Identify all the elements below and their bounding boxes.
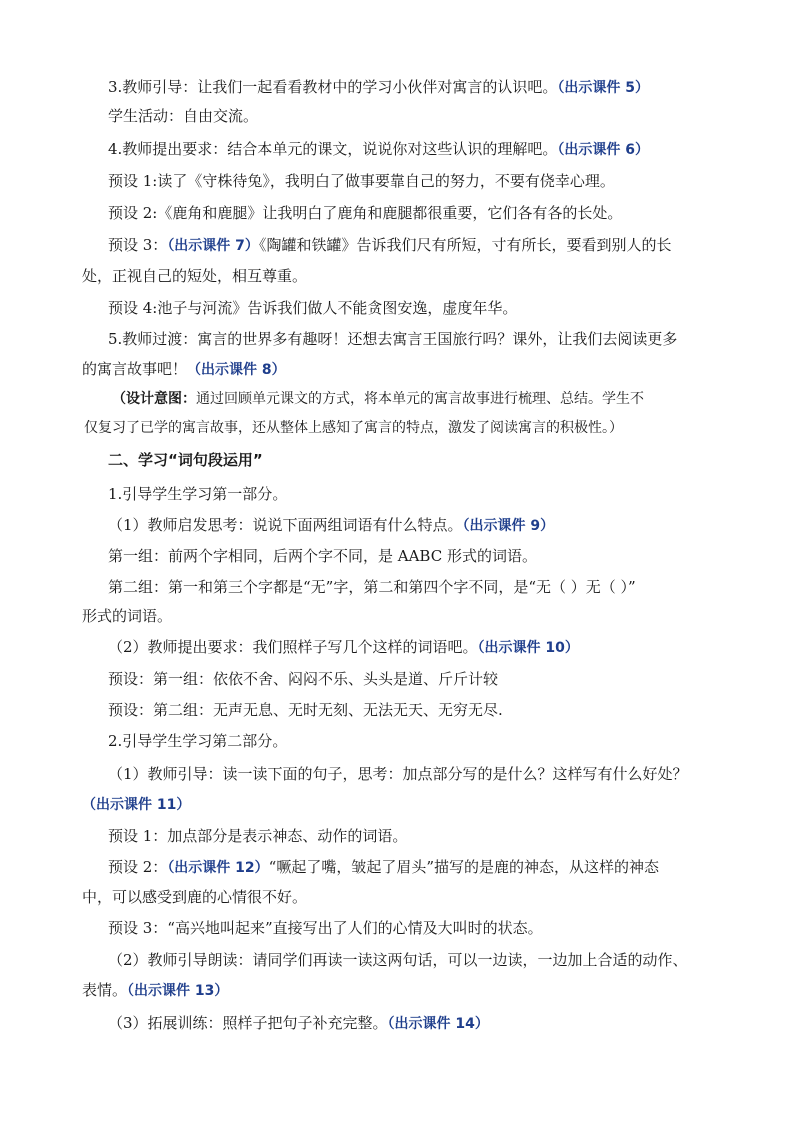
- guided-reading-line: （2）教师引导朗读：请同学们再读一读这两句话，可以一边读，一边加上合适的动作、: [108, 951, 688, 969]
- design-intent-label: （设计意图：: [112, 391, 196, 407]
- part-1-line: 1.引导学生学习第一部分。: [108, 485, 288, 503]
- step-3-line: 3.教师引导：让我们一起看看教材中的学习小伙伴对寓言的认识吧。（出示课件 5）: [108, 78, 649, 96]
- courseware-tag: （出示课件 5）: [557, 80, 649, 96]
- group-2-continued-line: 形式的词语。: [82, 607, 173, 625]
- read-think-line: （1）教师引导：读一读下面的句子，思考：加点部分写的是什么？这样写有什么好处？: [108, 765, 688, 783]
- extension-training-line: （3）拓展训练：照样子把句子补充完整。（出示课件 14）: [108, 1014, 489, 1032]
- courseware-tag: （出示课件 9）: [462, 518, 555, 534]
- step-4-line: 4.教师提出要求：结合本单元的课文，说说你对这些认识的理解吧。（出示课件 6）: [108, 140, 649, 158]
- part2-preset-2-continued-line: 中，可以感受到鹿的心情很不好。: [82, 888, 308, 906]
- part2-preset-1-line: 预设 1：加点部分是表示神态、动作的词语。: [108, 827, 408, 845]
- preset-3-continued-line: 处，正视自己的短处，相互尊重。: [82, 267, 308, 285]
- design-intent-line: （设计意图：通过回顾单元课文的方式，将本单元的寓言故事进行梳理、总结。学生不: [112, 391, 644, 407]
- step-5-continued-line: 的寓言故事吧！（出示课件 8）: [82, 360, 286, 378]
- preset-3-line: 预设 3：（出示课件 7）《陶罐和铁罐》告诉我们尺有所短，寸有所长，要看到别人的长: [108, 236, 672, 254]
- read-think-continued-line: [0, 794, 794, 815]
- section-heading: 二、学习“词句段运用”: [108, 451, 263, 469]
- preset-1-line: 预设 1:读了《守株待兔》，我明白了做事要靠自己的努力，不要有侥幸心理。: [108, 172, 615, 190]
- preset-4-line: 预设 4:池子与河流》告诉我们做人不能贪图安逸，虚度年华。: [108, 299, 518, 317]
- courseware-tag: （出示课件 6）: [557, 142, 649, 158]
- part2-preset-3-line: 预设 3：“高兴地叫起来”直接写出了人们的心情及大叫时的状态。: [108, 919, 543, 937]
- think-line: （1）教师启发思考：说说下面两组词语有什么特点。（出示课件 9）: [108, 516, 555, 534]
- preset-2-line: 预设 2:《鹿角和鹿腿》让我明白了鹿角和鹿腿都很重要，它们各有各的长处。: [108, 204, 623, 222]
- courseware-tag: （出示课件 14）: [387, 1016, 489, 1032]
- part-2-line: 2.引导学生学习第二部分。: [108, 732, 288, 750]
- courseware-tag: （出示课件 7）: [167, 238, 259, 254]
- group-1-line: 第一组：前两个字相同，后两个字不同，是 AABC 形式的词语。: [108, 547, 537, 565]
- courseware-tag: （出示课件 10）: [477, 640, 579, 656]
- courseware-tag: （出示课件 12）: [167, 860, 269, 876]
- guided-reading-continued-line: 表情。（出示课件 13）: [82, 981, 229, 999]
- preset-group-2-line: 预设：第二组：无声无息、无时无刻、无法无天、无穷无尽.: [108, 701, 503, 719]
- student-activity-line: 学生活动：自由交流。: [108, 107, 259, 125]
- step-5-line: 5.教师过渡：寓言的世界多有趣呀！还想去寓言王国旅行吗？课外，让我们去阅读更多: [108, 330, 678, 348]
- write-words-line: （2）教师提出要求：我们照样子写几个这样的词语吧。（出示课件 10）: [108, 638, 579, 656]
- courseware-tag: （出示课件 11）: [82, 797, 191, 813]
- courseware-tag: （出示课件 8）: [187, 362, 286, 378]
- design-intent-continued-line: 仅复习了已学的寓言故事，还从整体上感知了寓言的特点，激发了阅读寓言的积极性。）: [84, 420, 623, 436]
- part2-preset-2-line: 预设 2：（出示课件 12）“噘起了嘴，皱起了眉头”描写的是鹿的神态，从这样的神态: [108, 858, 660, 876]
- courseware-tag: （出示课件 13）: [127, 983, 229, 999]
- group-2-line: 第二组：第一和第三个字都是“无”字，第二和第四个字不同，是“无（ ）无（ ）”: [108, 578, 636, 596]
- preset-group-1-line: 预设：第一组：依依不舍、闷闷不乐、头头是道、斤斤计较: [108, 670, 499, 688]
